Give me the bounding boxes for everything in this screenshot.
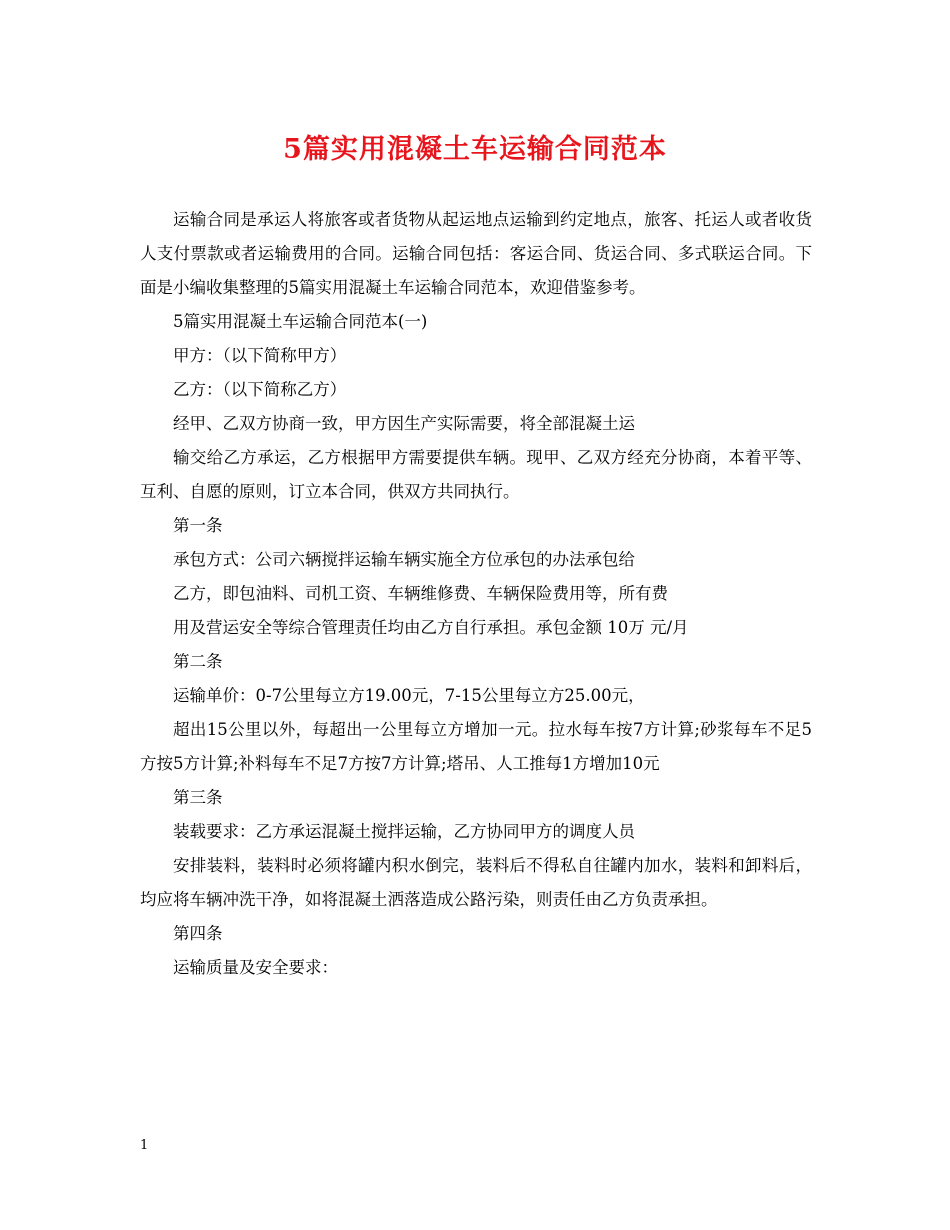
article-3-heading: 第三条 xyxy=(173,788,223,807)
article-4-heading: 第四条 xyxy=(173,924,223,943)
paragraph-contract-heading: 5篇实用混凝土车运输合同范本(一) xyxy=(173,312,428,331)
document-title: 5篇实用混凝土车运输合同范本 xyxy=(283,134,667,165)
article-2-line-1: 运输单价：0-7公里每立方19.00元，7-15公里每立方25.00元， xyxy=(173,686,645,705)
article-1-line-3: 用及营运安全等综合管理责任均由乙方自行承担。承包金额 10万 元/月 xyxy=(173,618,689,637)
paragraph-agreement: 经甲、乙双方协商一致，甲方因生产实际需要，将全部混凝土运 xyxy=(173,414,635,433)
paragraph-agreement-cont: 输交给乙方承运，乙方根据甲方需要提供车辆。现甲、乙双方经充分协商，本着平等、互利、自愿的原则，订立本合同，供双方共同执行。 xyxy=(140,448,812,501)
paragraph-party-b: 乙方：（以下简称乙方） xyxy=(173,380,347,399)
article-3-line-1: 装载要求：乙方承运混凝土搅拌运输，乙方协同甲方的调度人员 xyxy=(173,822,635,841)
article-2-heading: 第二条 xyxy=(173,652,223,671)
document-body xyxy=(140,203,812,985)
article-3-line-2: 安排装料，装料时必须将罐内积水倒完，装料后不得私自往罐内加水，装料和卸料后，均应将车辆冲洗干净，如将混凝土洒落造成公路污染，则责任由乙方负责承担。 xyxy=(140,856,812,909)
article-4-line-1: 运输质量及安全要求： xyxy=(173,958,338,977)
paragraph-intro: 运输合同是承运人将旅客或者货物从起运地点运输到约定地点，旅客、托运人或者收货人支付票款或者运输费用的合同。运输合同包括：客运合同、货运合同、多式联运合同。下面是小编收集整理的5篇实用混凝土车运输合同范本，欢迎借鉴参考。 xyxy=(140,210,812,297)
article-2-line-2: 超出15公里以外，每超出一公里每立方增加一元。拉水每车按7方计算;砂浆每车不足5方按5方计算;补料每车不足7方按7方计算;塔吊、人工推每1方增加10元 xyxy=(140,720,812,773)
article-1-line-2: 乙方，即包油料、司机工资、车辆维修费、车辆保险费用等，所有费 xyxy=(173,584,668,603)
article-1-heading: 第一条 xyxy=(173,516,223,535)
paragraph-party-a: 甲方：（以下简称甲方） xyxy=(173,346,347,365)
article-1-line-1: 承包方式：公司六辆搅拌运输车辆实施全方位承包的办法承包给 xyxy=(173,550,635,569)
page-number: 1 xyxy=(140,1138,149,1153)
